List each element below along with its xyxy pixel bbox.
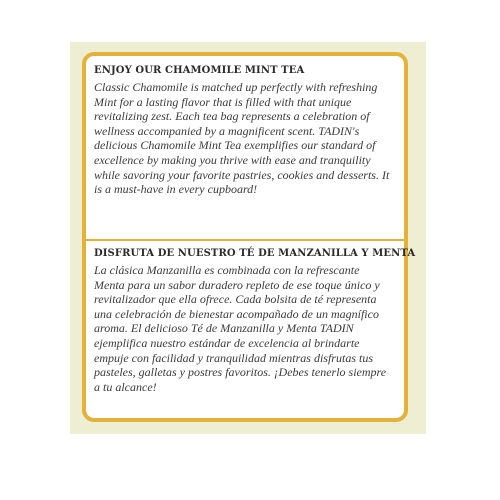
english-description xyxy=(94,80,396,197)
spanish-description xyxy=(94,263,396,394)
spanish-line: aroma. El delicioso Té de Manzanilla y Menta TADIN xyxy=(94,321,354,336)
english-heading: ENJOY OUR CHAMOMILE MINT TEA xyxy=(94,65,305,76)
spanish-section xyxy=(94,248,416,394)
english-line: revitalizing zest. Each tea bag represents a celebration of xyxy=(94,109,370,124)
spanish-line: revitalizador que ella ofrece. Cada bolsita de té representa xyxy=(94,292,377,307)
tea-description-card xyxy=(82,52,416,422)
spanish-line: una celebración de bienestar acompañado de un magnífico xyxy=(94,306,379,321)
spanish-line: empuje con facilidad y tranquilidad mientras disfrutas tus xyxy=(94,350,373,365)
english-line: delicious Chamomile Mint Tea exemplifies our standard of xyxy=(94,138,376,153)
english-line: Mint for a lasting flavor that is filled with that unique xyxy=(94,94,352,109)
spanish-heading: DISFRUTA DE NUESTRO TÉ DE MANZANILLA Y MENTA xyxy=(94,248,416,259)
english-line: is a must-have in every cupboard! xyxy=(94,182,258,197)
english-line: wellness accompanied by a magnificent scent. TADIN's xyxy=(94,123,360,138)
english-line: Classic Chamomile is matched up perfectly with refreshing xyxy=(94,80,378,94)
spanish-line: a tu alcance! xyxy=(94,379,157,394)
spanish-line: ejemplifica nuestro estándar de excelencia al brindarte xyxy=(94,335,360,350)
english-line: while savoring your favorite pastries, cookies and desserts. It xyxy=(94,167,390,182)
english-line: excellence by making you thrive with ease and tranquility xyxy=(94,152,371,167)
english-section xyxy=(94,65,396,197)
spanish-line: Menta para un sabor duradero repleto de ese toque único y xyxy=(94,277,380,292)
section-divider xyxy=(86,239,404,241)
spanish-line: La clásica Manzanilla es combinada con la refrescante xyxy=(94,263,360,277)
spanish-line: pasteles, galletas y postres favoritos. ¡Debes tenerlo siempre xyxy=(94,365,387,380)
